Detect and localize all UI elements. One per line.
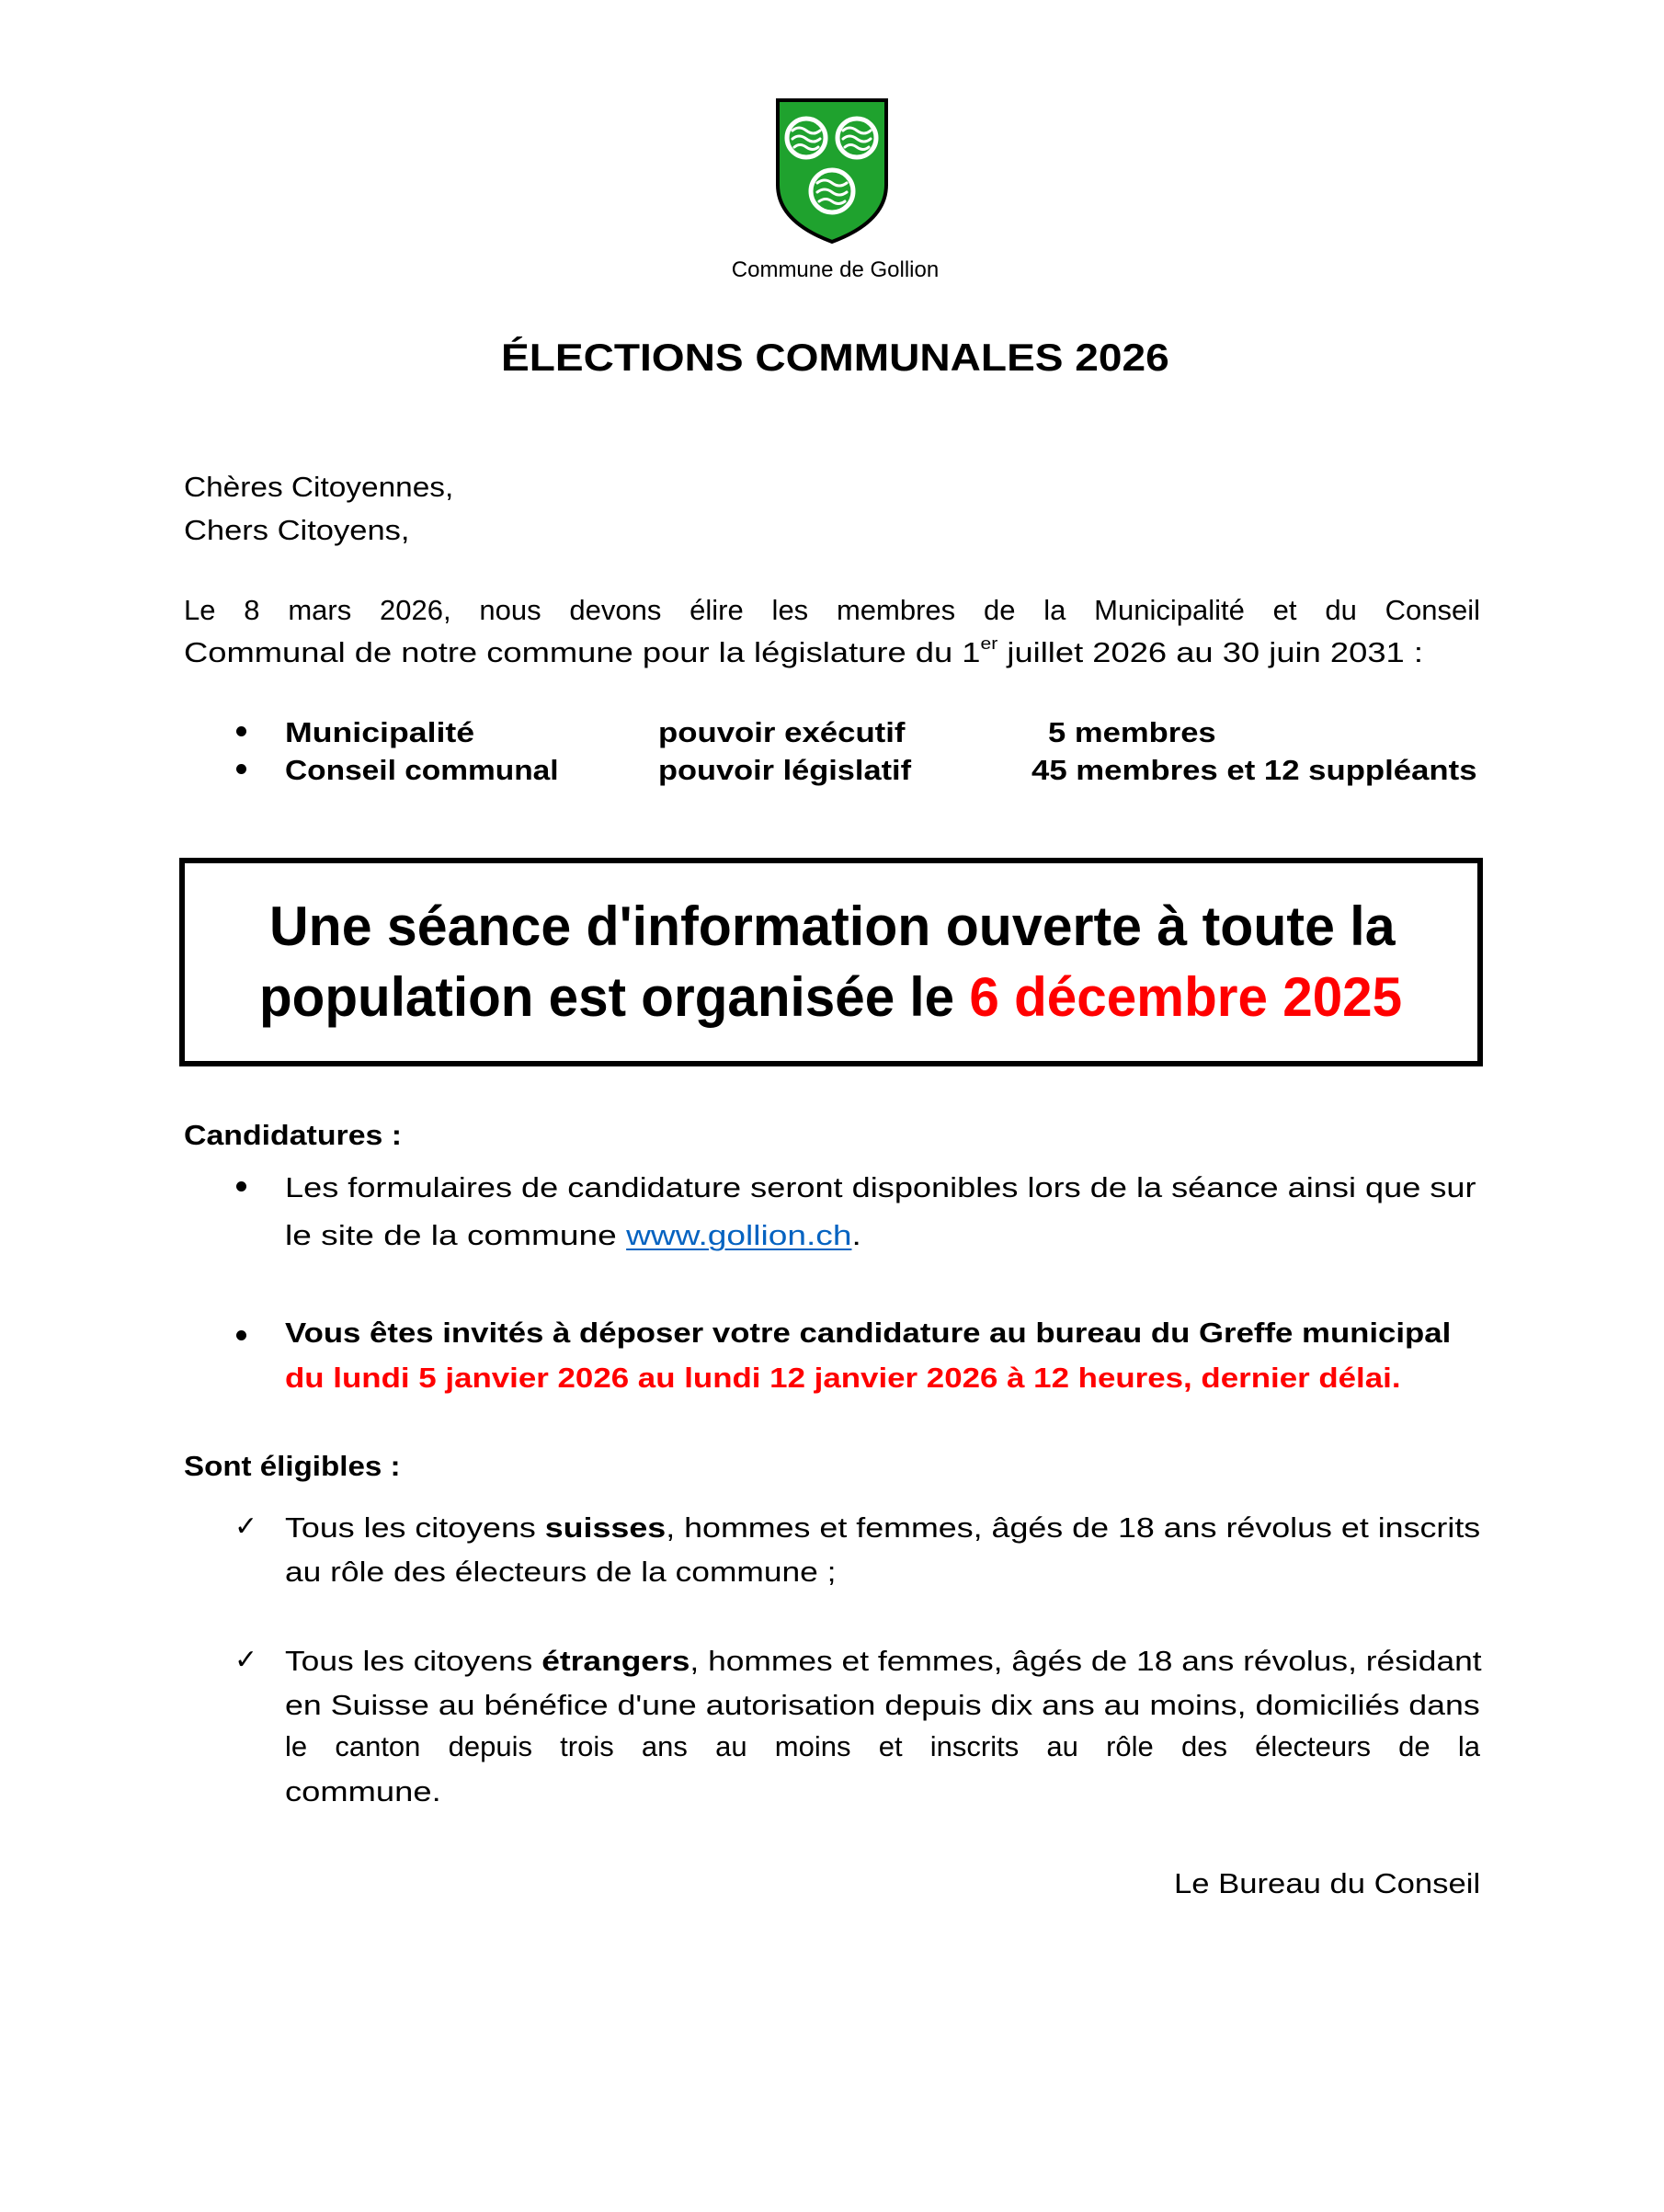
eligibility-text: Tous les citoyens [285,1511,545,1544]
eligibility-text: en Suisse au bénéfice d'une autorisation depuis dix ans au moins, domiciliés dans [285,1689,1480,1721]
body-name: Conseil communal [285,754,559,786]
announcement-line: Une séance d'information ouverte à toute la [269,895,1396,957]
announcement-line [259,966,1403,1028]
ordinal-superscript: er [980,634,998,653]
eligibility-emphasis: étrangers [541,1645,690,1677]
body-members: 5 membres [1048,716,1216,748]
candidature-deadline: du lundi 5 janvier 2026 au lundi 12 janvier 2026 à 12 heures, dernier délai. [285,1362,1401,1394]
commune-name: Commune de Gollion [731,257,940,282]
eligibility-text: le canton depuis trois ans au moins et inscrits au rôle des électeurs de la [285,1732,1480,1762]
candidature-text: Les formulaires de candidature seront disponibles lors de la séance ainsi que sur [285,1171,1476,1203]
eligibility-text [285,1513,1480,1542]
intro-text: Communal de notre commune pour la législature du 1 [184,636,981,668]
intro-text: juillet 2026 au 30 juin 2031 : [997,636,1423,668]
eligibility-text: Tous les citoyens [285,1645,542,1677]
intro-line [184,634,1423,668]
body-power: pouvoir exécutif [658,716,906,748]
eligibility-text: commune. [285,1775,441,1807]
body-power: pouvoir législatif [658,754,912,786]
body-members: 45 membres et 12 suppléants [1031,754,1477,786]
section-heading-candidatures: Candidatures : [184,1119,403,1151]
website-link[interactable]: www.gollion.ch [626,1219,852,1251]
bullet-icon [236,1330,246,1340]
body-name: Municipalité [285,716,475,748]
greeting-line: Chères Citoyennes, [184,471,454,503]
coat-of-arms-icon [775,97,889,245]
page-title: ÉLECTIONS COMMUNALES 2026 [501,336,1169,379]
check-mark-icon: ✓ [234,1511,258,1542]
eligibility-text: , hommes et femmes, âgés de 18 ans révolus, résidant [690,1645,1482,1677]
intro-line: Le 8 mars 2026, nous devons élire les membres de la Municipalité et du Conseil [184,596,1480,626]
eligibility-text: , hommes et femmes, âgés de 18 ans révolus et inscrits [666,1511,1481,1544]
candidature-text: . [851,1219,861,1251]
candidature-text: le site de la commune [285,1219,627,1251]
candidature-text [285,1221,861,1249]
announcement-date: 6 décembre 2025 [969,966,1403,1028]
eligibility-text: au rôle des électeurs de la commune ; [285,1556,837,1588]
bullet-icon [236,764,246,774]
greeting-line: Chers Citoyens, [184,514,410,546]
announcement-box [179,858,1483,1066]
eligibility-text [285,1647,1482,1675]
eligibility-emphasis: suisses [544,1511,667,1544]
bullet-icon [236,726,246,736]
check-mark-icon: ✓ [234,1645,258,1675]
section-heading-eligibility: Sont éligibles : [184,1450,401,1482]
signature: Le Bureau du Conseil [1174,1867,1481,1899]
bullet-icon [236,1181,246,1192]
candidature-deposit-text: Vous êtes invités à déposer votre candidature au bureau du Greffe municipal [285,1317,1452,1349]
announcement-text: population est organisée le [259,966,970,1028]
